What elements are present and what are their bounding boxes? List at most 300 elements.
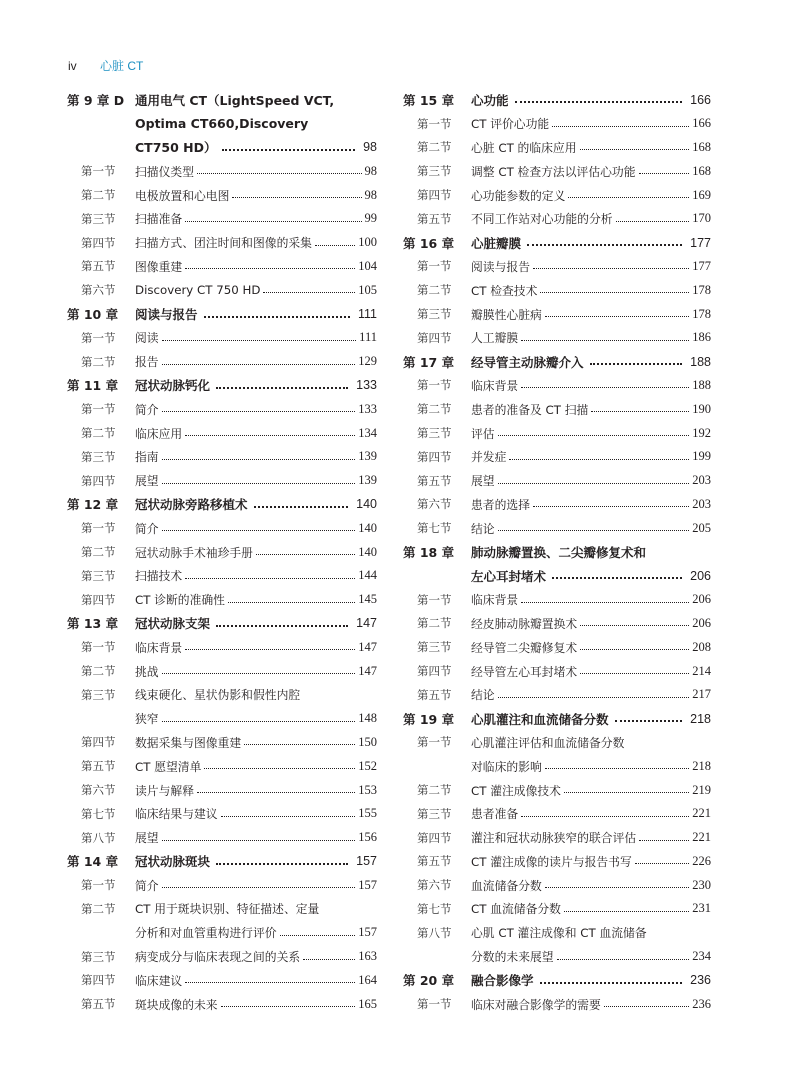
section-label: 第二节 [417,783,452,797]
dot-leader [540,291,689,293]
toc-chapter-entry[interactable] [67,374,377,398]
section-title: CT 灌注成像技术 [471,783,561,798]
chapter-title: Optima CT660,Discovery [135,116,309,132]
toc-section-entry[interactable] [67,445,377,469]
chapter-title: 冠状动脉支架 [135,616,211,632]
toc-section-entry[interactable] [403,516,711,540]
toc-chapter-entry[interactable] [67,493,377,517]
section-label: 第四节 [81,592,116,607]
section-label: 第一节 [417,592,452,607]
toc-section-entry[interactable] [403,754,711,778]
dot-leader [315,244,355,246]
page-ref: 152 [358,758,377,773]
section-label: 第二节 [417,283,452,298]
chapter-title: 心功能 [471,92,509,108]
section-label: 第五节 [417,854,452,869]
section-label: 第三节 [417,307,452,322]
chapter-label: 第 17 章 [403,354,455,370]
page-ref: 163 [358,949,377,964]
toc-chapter-entry[interactable] [403,564,711,588]
dot-leader [540,981,683,984]
toc-section-entry[interactable] [403,992,711,1016]
toc-section-entry[interactable] [67,945,377,969]
toc-section-entry[interactable] [403,731,711,755]
page-ref: 170 [692,211,711,226]
section-title: 展望 [135,474,159,489]
section-title: 阅读 [135,331,159,346]
page-ref: 236 [690,973,711,988]
page-ref: 147 [358,663,377,678]
chapter-label: 第 18 章 [403,545,455,561]
toc-chapter-entry[interactable] [67,302,377,326]
chapter-label: 第 9 章 D [67,92,125,108]
page-ref: 140 [358,520,377,535]
toc-section-entry[interactable] [67,635,377,659]
dot-leader [533,505,689,507]
chapter-title: 经导管主动脉瓣介入 [471,354,584,370]
dot-leader [557,958,690,960]
dot-leader [197,791,355,793]
section-label: 第二节 [417,140,452,155]
toc-section-entry[interactable] [403,183,711,207]
toc-section-entry[interactable] [403,826,711,850]
page-ref: 217 [692,687,711,702]
toc-section-entry[interactable] [67,207,377,231]
section-label: 第一节 [81,521,116,536]
section-title: 读片与解释 [135,783,194,798]
dot-leader [639,839,689,841]
page-ref: 144 [358,568,377,583]
page-ref: 186 [692,330,711,345]
page-ref: 190 [692,401,711,416]
dot-leader [498,434,690,436]
section-title: 经导管左心耳封堵术 [471,664,578,679]
section-label: 第二节 [81,188,116,203]
toc-section-entry[interactable] [67,278,377,302]
dot-leader [616,220,690,222]
dot-leader [162,482,356,484]
toc-section-entry[interactable] [403,612,711,636]
page-ref: 234 [692,949,711,964]
toc-section-entry[interactable] [67,516,377,540]
chapter-title: 心脏瓣膜 [471,235,522,251]
section-title: 结论 [471,688,495,703]
dot-leader [580,672,689,674]
page-ref: 218 [690,711,711,726]
dot-leader [552,125,689,127]
dot-leader [580,624,689,626]
section-title: 临床结果与建议 [135,807,218,822]
page-ref: 205 [692,520,711,535]
section-title: 分析和对血管重构进行评价 [135,926,277,941]
section-title: 狭窄 [135,712,159,727]
page-ref: 203 [692,496,711,511]
page-ref: 231 [692,901,711,916]
dot-leader [162,720,356,722]
section-label: 第二节 [81,354,116,369]
section-label: 第二节 [417,402,452,417]
toc-section-entry[interactable] [67,421,377,445]
page-ref: 157 [358,877,377,892]
section-label: 第五节 [417,473,452,488]
chapter-label: 第 13 章 [67,616,119,632]
section-label: 第六节 [81,783,116,797]
section-label: 第一节 [81,640,116,655]
page-ref: 164 [358,972,377,987]
toc-section-entry[interactable] [403,159,711,183]
chapter-title: 肺动脉瓣置换、二尖瓣修复术和 [471,545,647,561]
dot-leader [564,910,689,912]
section-title: 图像重建 [135,259,183,274]
page-ref: 169 [692,187,711,202]
toc-section-entry[interactable] [403,255,711,279]
toc-section-entry[interactable] [403,588,711,612]
section-label: 第一节 [81,330,116,345]
toc-section-entry[interactable] [67,683,377,707]
toc-section-entry[interactable] [67,350,377,374]
section-title: 患者准备 [471,807,519,822]
section-title: 临床对融合影像学的需要 [471,997,601,1012]
chapter-label: 第 15 章 [403,92,455,108]
dot-leader [303,958,355,960]
toc-section-entry[interactable] [67,255,377,279]
dot-leader [162,339,357,341]
dot-leader [185,981,355,983]
page-ref: 134 [358,425,377,440]
section-title: 扫描准备 [135,212,183,227]
toc-section-entry[interactable] [403,921,711,945]
chapter-label: 第 12 章 [67,497,119,513]
section-title: 瓣膜性心脏病 [471,307,542,322]
toc-section-entry[interactable] [67,540,377,564]
toc-section-entry[interactable] [403,493,711,517]
dot-leader [635,862,689,864]
dot-leader [580,148,690,150]
section-label: 第二节 [417,616,452,631]
toc-section-entry[interactable] [403,683,711,707]
toc-chapter-entry[interactable] [67,612,377,636]
dot-leader [221,1005,356,1007]
page-ref: 199 [692,449,711,464]
section-label: 第一节 [417,116,452,131]
toc-chapter-entry[interactable] [67,850,377,874]
page-ref: 139 [358,473,377,488]
page-ref: 188 [692,377,711,392]
section-title: CT 灌注成像的读片与报告书写 [471,854,632,869]
toc-section-entry[interactable] [67,731,377,755]
section-title: 调整 CT 检查方法以评估心功能 [471,164,636,179]
dot-leader [162,363,356,365]
toc-section-entry[interactable] [403,659,711,683]
dot-leader [498,482,690,484]
section-title: 临床背景 [135,640,183,655]
section-label: 第四节 [417,449,452,464]
dot-leader [244,743,355,745]
chapter-label: 第 10 章 [67,307,119,323]
dot-leader [162,529,356,531]
toc-chapter-entry[interactable] [403,540,711,564]
section-title: 扫描技术 [135,569,183,584]
section-label: 第四节 [81,473,116,488]
toc-section-entry[interactable] [403,469,711,493]
dot-leader [552,576,682,579]
page-ref: 98 [364,187,377,202]
dot-leader [521,601,689,603]
page-ref: 140 [358,544,377,559]
toc-section-entry[interactable] [403,635,711,659]
dot-leader [545,315,689,317]
dot-leader [204,767,355,769]
toc-section-entry[interactable] [67,754,377,778]
toc-section-entry[interactable] [403,873,711,897]
toc-section-entry[interactable] [67,659,377,683]
section-label: 第六节 [81,283,116,298]
page-ref: 166 [690,92,711,107]
dot-leader [185,267,355,269]
toc-section-entry[interactable] [67,231,377,255]
dot-leader [162,410,356,412]
section-title: 数据采集与图像重建 [135,735,242,750]
toc-chapter-entry[interactable] [67,136,377,160]
dot-leader [521,339,689,341]
chapter-label: 第 20 章 [403,973,455,989]
section-title: CT 评价心功能 [471,117,550,132]
section-title: 扫描方式、团注时间和图像的采集 [135,236,312,251]
section-label: 第七节 [81,806,116,821]
section-label: 第五节 [417,687,452,702]
toc-section-entry[interactable] [403,302,711,326]
dot-leader [162,886,356,888]
page-ref: 98 [363,140,377,155]
page-ref: 111 [357,307,377,322]
section-title: CT 诊断的准确性 [135,593,225,608]
toc-chapter-entry[interactable] [403,231,711,255]
chapter-title: 左心耳封堵术 [471,568,547,584]
chapter-title: 冠状动脉旁路移植术 [135,497,248,513]
dot-leader [216,386,348,389]
section-title: 患者的准备及 CT 扫描 [471,402,589,417]
toc-section-entry[interactable] [403,897,711,921]
section-title: CT 用于斑块识别、特征描述、定量 [135,902,320,917]
page-ref: 177 [692,258,711,273]
toc-section-entry[interactable] [403,802,711,826]
chapter-label: 第 19 章 [403,711,455,727]
page-ref: 208 [692,639,711,654]
dot-leader [216,862,348,865]
dot-leader [615,719,683,722]
section-title: 评估 [471,426,495,441]
section-title: 线束硬化、星状伪影和假性内腔 [135,688,301,703]
section-label: 第四节 [81,735,116,750]
toc-section-entry[interactable] [403,850,711,874]
toc-section-entry[interactable] [67,588,377,612]
section-title: 并发症 [471,450,507,465]
page-ref: 168 [692,139,711,154]
dot-leader [162,458,356,460]
section-label: 第一节 [81,878,116,893]
page-ref: 166 [692,116,711,131]
page-ref: 226 [692,853,711,868]
toc-section-entry[interactable] [67,802,377,826]
toc-section-entry[interactable] [67,968,377,992]
section-title: 冠状动脉手术袖珍手册 [135,545,253,560]
page-ref: 104 [358,258,377,273]
toc-chapter-entry[interactable] [403,707,711,731]
section-label: 第七节 [417,521,452,536]
section-title: 扫描仪类型 [135,164,194,179]
toc-section-entry[interactable] [403,112,711,136]
section-label: 第五节 [417,211,452,226]
dot-leader [568,196,689,198]
toc-section-entry[interactable] [67,159,377,183]
section-label: 第四节 [81,235,116,250]
toc-section-entry[interactable] [67,826,377,850]
chapter-title: 阅读与报告 [135,307,198,323]
page-ref: 156 [358,830,377,845]
toc-section-entry[interactable] [67,707,377,731]
section-title: 对临床的影响 [471,759,542,774]
page-ref: 147 [356,616,377,631]
section-title: 指南 [135,450,159,465]
toc-section-entry[interactable] [67,897,377,921]
page-ref: 178 [692,306,711,321]
section-label: 第一节 [81,164,116,179]
page-ref: 218 [692,758,711,773]
page-ref: 168 [692,163,711,178]
toc-section-entry[interactable] [403,445,711,469]
page-ref: 236 [692,996,711,1011]
dot-leader [232,196,361,198]
toc-section-entry[interactable] [403,945,711,969]
page-ref: 98 [364,163,377,178]
section-title: CT 检查技术 [471,283,538,298]
toc-section-entry[interactable] [403,278,711,302]
section-label: 第四节 [417,830,452,845]
page-ref: 147 [358,639,377,654]
dot-leader [162,672,356,674]
section-title: 电极放置和心电图 [135,188,230,203]
section-label: 第五节 [81,997,116,1012]
section-title: 挑战 [135,664,159,679]
toc-section-entry[interactable] [67,469,377,493]
dot-leader [564,791,689,793]
toc-section-entry[interactable] [67,564,377,588]
section-title: 经导管二尖瓣修复术 [471,640,578,655]
book-title: 心脏 CT [100,59,144,73]
section-title: 简介 [135,878,159,893]
toc-section-entry[interactable] [403,326,711,350]
section-title: 心肌 CT 灌注成像和 CT 血流储备 [471,926,647,941]
page-ref: 139 [358,449,377,464]
toc-section-entry[interactable] [403,778,711,802]
page-ref: 188 [690,354,711,369]
section-label: 第五节 [81,259,116,274]
toc-section-entry[interactable] [67,778,377,802]
toc-section-entry[interactable] [67,921,377,945]
chapter-title: 通用电气 CT（LightSpeed VCT, [135,92,335,108]
section-label: 第二节 [81,901,116,916]
chapter-label: 第 11 章 [67,378,119,394]
section-title: 简介 [135,402,159,417]
toc-section-entry[interactable] [67,873,377,897]
toc-chapter-entry[interactable] [67,88,377,112]
dot-leader [216,624,348,627]
toc-section-entry[interactable] [403,421,711,445]
dot-leader [254,505,349,508]
section-title: 临床背景 [471,593,519,608]
section-label: 第二节 [81,426,116,441]
page-ref: 219 [692,782,711,797]
dot-leader [527,243,682,246]
page-ref: 177 [690,235,711,250]
toc-section-entry[interactable] [403,136,711,160]
dot-leader [185,434,355,436]
dot-leader [545,767,689,769]
toc-section-entry[interactable] [67,397,377,421]
section-label: 第三节 [81,211,116,226]
dot-leader [197,172,362,174]
dot-leader [639,172,690,174]
dot-leader [185,577,355,579]
section-title: 血流储备分数 [471,878,542,893]
toc-chapter-entry[interactable] [403,88,711,112]
section-title: 经皮肺动脉瓣置换术 [471,616,578,631]
dot-leader [590,362,683,365]
page-ref: 133 [358,401,377,416]
section-label: 第一节 [417,259,452,274]
page-ref: 206 [690,568,711,583]
section-title: CT 愿望清单 [135,759,202,774]
toc-section-entry[interactable] [403,374,711,398]
page-ref: 230 [692,877,711,892]
page-ref: 99 [364,211,377,226]
page-ref: 178 [692,282,711,297]
toc-chapter-entry[interactable] [403,968,711,992]
toc-section-entry[interactable] [67,326,377,350]
dot-leader [162,839,356,841]
section-label: 第四节 [417,188,452,203]
toc-chapter-entry[interactable] [403,350,711,374]
page-ref: 155 [358,806,377,821]
toc-section-entry[interactable] [67,992,377,1016]
section-title: 灌注和冠状动脉狭窄的联合评估 [471,831,637,846]
section-label: 第三节 [417,164,452,179]
page-ref: 111 [359,330,377,345]
section-title: 临床建议 [135,973,183,988]
toc-chapter-entry[interactable] [67,112,377,136]
section-label: 第二节 [81,664,116,679]
dot-leader [521,815,689,817]
toc-section-entry[interactable] [403,397,711,421]
toc-section-entry[interactable] [403,207,711,231]
section-title: 报告 [135,355,159,370]
toc-section-entry[interactable] [67,183,377,207]
section-title: 心功能参数的定义 [471,188,566,203]
page-ref: 153 [358,782,377,797]
dot-leader [498,696,690,698]
chapter-label: 第 14 章 [67,854,119,870]
page-ref: 157 [356,854,377,869]
section-title: 心脏 CT 的临床应用 [471,140,577,155]
dot-leader [509,458,689,460]
chapter-title: 融合影像学 [471,973,534,989]
page-ref: 140 [356,497,377,512]
section-label: 第三节 [417,640,452,655]
dot-leader [521,386,689,388]
page-ref: 105 [358,282,377,297]
section-title: 临床应用 [135,426,183,441]
dot-leader [228,601,355,603]
